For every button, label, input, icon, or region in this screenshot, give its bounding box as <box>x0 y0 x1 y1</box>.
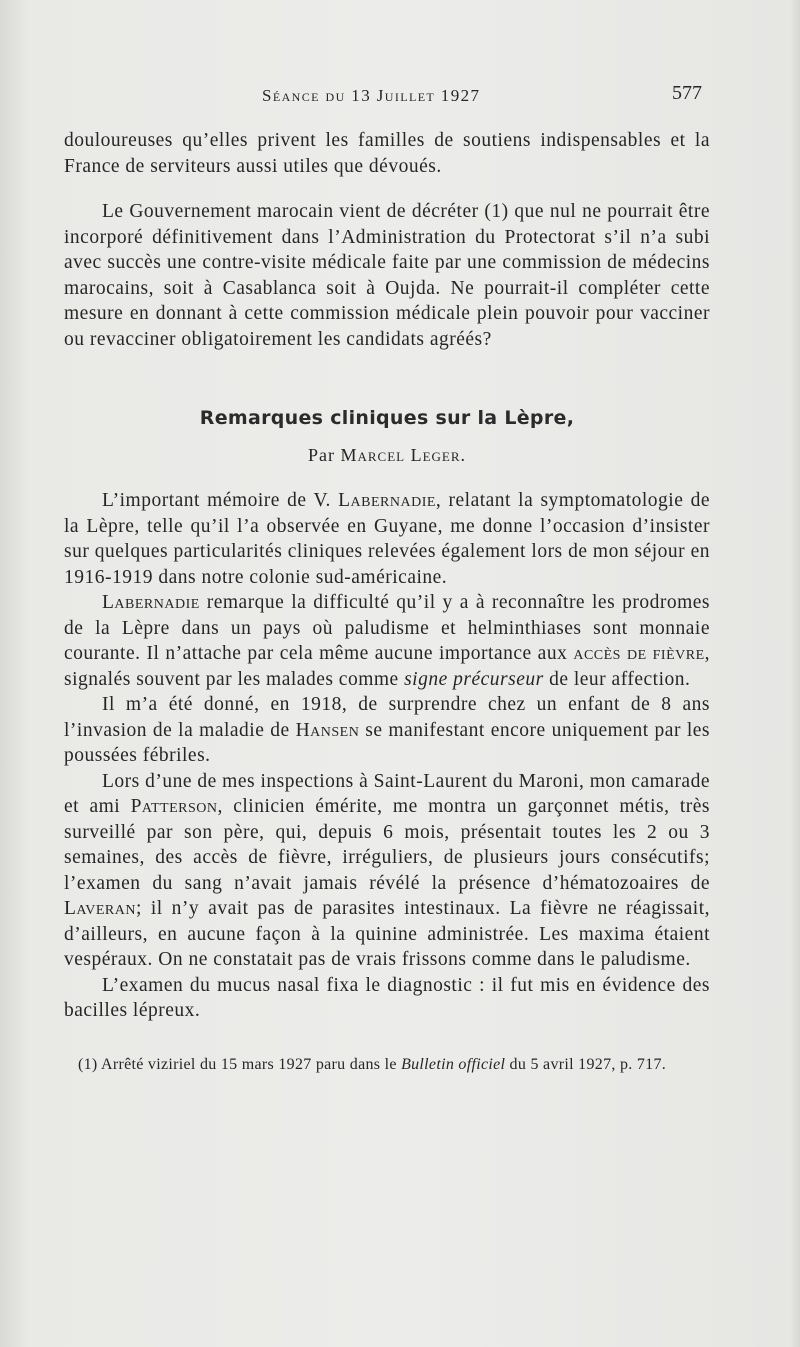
running-head-part1: Séance du <box>262 86 352 105</box>
small-caps-term: accès de fièvre <box>573 643 705 664</box>
intro-paragraph-continuation: douloureuses qu’elles privent les familles de soutiens indispensables et la France de serviteurs aussi utiles que dévoués. <box>64 130 710 177</box>
section-author <box>64 445 710 466</box>
text-run: Il m’a été donné, en 1918, de surprendre chez un enfant de 8 ans l’invasion de la maladie de <box>64 694 710 741</box>
author-name: Marcel Leger. <box>340 445 467 465</box>
text-run: se manifestant encore uniquement par les poussées fébriles. <box>64 719 711 766</box>
text-run: ; il n’y avait pas de parasites intestinaux. La fièvre ne réagissait, d’ailleurs, en aucune façon à la quinine administrée. Les maxima étaient vespéraux. On ne constatait pas de vrais frissons comme dans le paludisme. <box>64 898 710 970</box>
text-run: , relatant la symptomatologie de la Lèpre, telle qu’il l’a observée en Guyane, me donne l’occasion d’insister sur quelques particularités cliniques relevées également lors de mon séjour en 1916-1919 dans notre colonie sud-américaine. <box>64 490 710 588</box>
person-name: Laveran <box>64 898 136 919</box>
person-name: Patterson <box>130 796 218 817</box>
text-run: remarque la difficulté qu’il y a à reconnaître les prodromes de la Lèpre dans un pays où paludisme et helminthiases sont monnaie courante. Il n’attache par cela même aucune importance aux <box>64 592 710 664</box>
text-run: de leur affection. <box>543 668 691 690</box>
person-name: Hansen <box>295 719 360 741</box>
person-name: Labernadie <box>338 490 436 511</box>
italic-term: Bulletin officiel <box>401 1055 506 1073</box>
text-run: Lors d’une de mes inspections à Saint-Laurent du Maroni, mon camarade et ami <box>64 770 710 817</box>
author-prefix: Par <box>307 445 341 465</box>
article-paragraph-5: L’examen du mucus nasal fixa le diagnostic : il fut mis en évidence des bacilles lépreux. <box>64 974 710 1021</box>
page-number: 577 <box>672 82 702 104</box>
text-run: , signalés souvent par les malades comme <box>64 643 710 690</box>
article-paragraph-4 <box>64 769 710 973</box>
text-run: (1) Arrêté viziriel du 15 mars 1927 paru dans le <box>78 1055 402 1073</box>
article-paragraph-2 <box>64 590 710 692</box>
text-run: , clinicien émérite, me montra un garçonnet métis, très surveillé par son père, qui, depuis 6 mois, présentait toutes les 2 ou 3 semaines, des accès de fièvre, irréguliers, de plusieurs jours consécutifs; l’examen du sang n’avait jamais révélé la présence d’hématozoaires de <box>64 796 710 894</box>
page-header <box>0 82 800 116</box>
article-paragraph-3 <box>64 692 710 769</box>
running-head-part2: Juillet 1927 <box>371 86 481 105</box>
italic-term: signe précurseur <box>404 668 544 690</box>
footnote <box>64 1054 710 1076</box>
text-run: L’important mémoire de V. <box>102 490 339 511</box>
page-body <box>64 128 710 1076</box>
text-run: du 5 avril 1927, p. 717. <box>505 1055 667 1073</box>
running-head-number: 13 <box>351 86 372 105</box>
article-paragraph-1 <box>64 488 710 590</box>
person-name: Labernadie <box>102 592 200 613</box>
intro-paragraph-decree: Le Gouvernement marocain vient de décréter (1) que nul ne pourrait être incorporé définitivement dans l’Administration du Protectorat s’il n’a subi avec succès une contre-visite médicale faite par une commission de médecins marocains, soit à Casablanca soit à Oujda. Ne pourrait-il compléter cette mesure en donnant à cette commission médicale plein pouvoir pour vacciner ou revacciner obligatoirement les candidats agréés? <box>64 201 710 350</box>
section-title: Remarques cliniques sur la Lèpre, <box>199 407 575 429</box>
running-head <box>262 86 480 106</box>
